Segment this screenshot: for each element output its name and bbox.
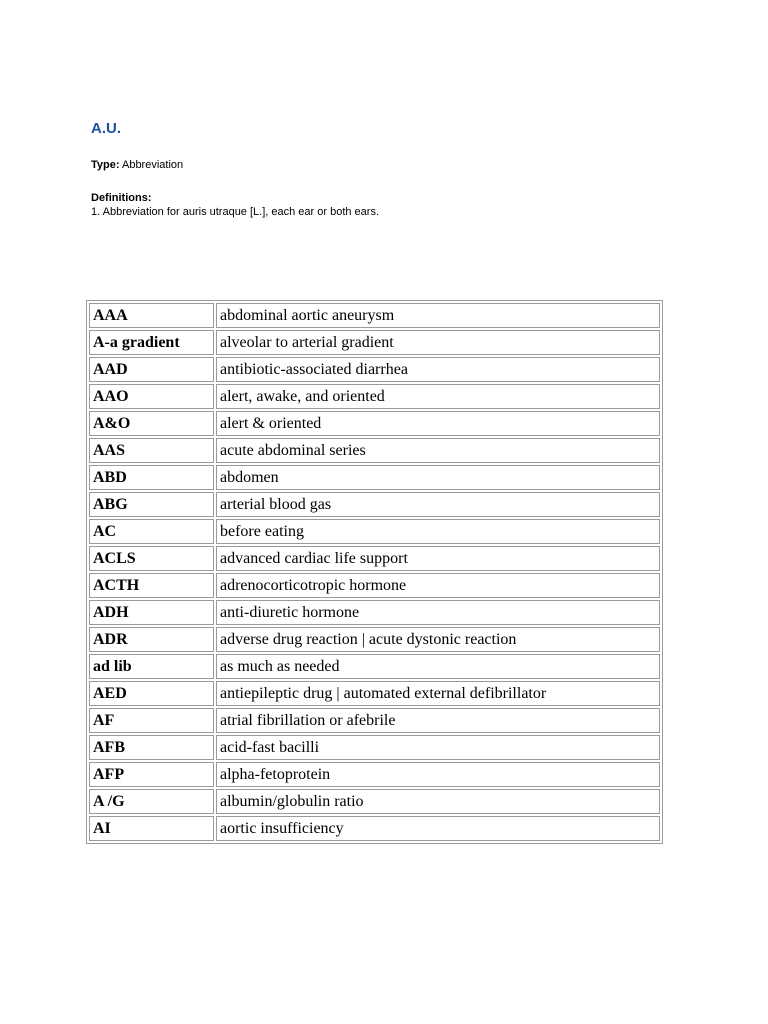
abbreviation-cell: AF (89, 708, 214, 733)
abbreviation-cell: ad lib (89, 654, 214, 679)
entry-type (91, 158, 183, 172)
table-row (89, 681, 660, 706)
table-row (89, 438, 660, 463)
abbreviation-cell: AAS (89, 438, 214, 463)
table-row (89, 546, 660, 571)
abbreviation-cell: A /G (89, 789, 214, 814)
table-row (89, 762, 660, 787)
meaning-cell: antibiotic-associated diarrhea (216, 357, 660, 382)
table-row (89, 708, 660, 733)
meaning-cell: acid-fast bacilli (216, 735, 660, 760)
abbreviation-cell: ABG (89, 492, 214, 517)
table-row (89, 654, 660, 679)
table-row (89, 330, 660, 355)
meaning-cell: adrenocorticotropic hormone (216, 573, 660, 598)
meaning-cell: antiepileptic drug | automated external defibrillator (216, 681, 660, 706)
table-row (89, 519, 660, 544)
abbreviation-cell: A&O (89, 411, 214, 436)
table-row (89, 627, 660, 652)
meaning-cell: abdominal aortic aneurysm (216, 303, 660, 328)
meaning-cell: abdomen (216, 465, 660, 490)
abbreviation-cell: AI (89, 816, 214, 841)
abbreviation-cell: ACLS (89, 546, 214, 571)
type-label: Type: (91, 159, 120, 171)
meaning-cell: alveolar to arterial gradient (216, 330, 660, 355)
abbreviation-cell: AFP (89, 762, 214, 787)
table-row (89, 735, 660, 760)
meaning-cell: adverse drug reaction | acute dystonic reaction (216, 627, 660, 652)
abbreviation-table (86, 300, 663, 844)
table-row (89, 816, 660, 841)
definitions-section (91, 191, 379, 219)
table-row (89, 357, 660, 382)
table-row (89, 600, 660, 625)
abbreviation-cell: ADR (89, 627, 214, 652)
entry-title: A.U. (91, 120, 121, 137)
table-row (89, 384, 660, 409)
table-row (89, 411, 660, 436)
type-value: Abbreviation (121, 159, 184, 171)
abbreviation-cell: AAO (89, 384, 214, 409)
meaning-cell: acute abdominal series (216, 438, 660, 463)
table-row (89, 465, 660, 490)
meaning-cell: alpha-fetoprotein (216, 762, 660, 787)
abbreviation-cell: A-a gradient (89, 330, 214, 355)
meaning-cell: advanced cardiac life support (216, 546, 660, 571)
definition-item: 1. Abbreviation for auris utraque [L.], each ear or both ears. (91, 206, 380, 218)
meaning-cell: atrial fibrillation or afebrile (216, 708, 660, 733)
abbreviation-table-body (89, 303, 660, 841)
abbreviation-cell: AC (89, 519, 214, 544)
meaning-cell: alert & oriented (216, 411, 660, 436)
table-row (89, 303, 660, 328)
table-row (89, 573, 660, 598)
meaning-cell: alert, awake, and oriented (216, 384, 660, 409)
meaning-cell: albumin/globulin ratio (216, 789, 660, 814)
meaning-cell: before eating (216, 519, 660, 544)
table-row (89, 492, 660, 517)
meaning-cell: aortic insufficiency (216, 816, 660, 841)
meaning-cell: arterial blood gas (216, 492, 660, 517)
definitions-label: Definitions: (91, 192, 152, 204)
abbreviation-cell: AAD (89, 357, 214, 382)
table-row (89, 789, 660, 814)
meaning-cell: as much as needed (216, 654, 660, 679)
abbreviation-cell: ABD (89, 465, 214, 490)
abbreviation-cell: ACTH (89, 573, 214, 598)
abbreviation-cell: AFB (89, 735, 214, 760)
abbreviation-cell: AAA (89, 303, 214, 328)
abbreviation-cell: AED (89, 681, 214, 706)
abbreviation-cell: ADH (89, 600, 214, 625)
meaning-cell: anti-diuretic hormone (216, 600, 660, 625)
